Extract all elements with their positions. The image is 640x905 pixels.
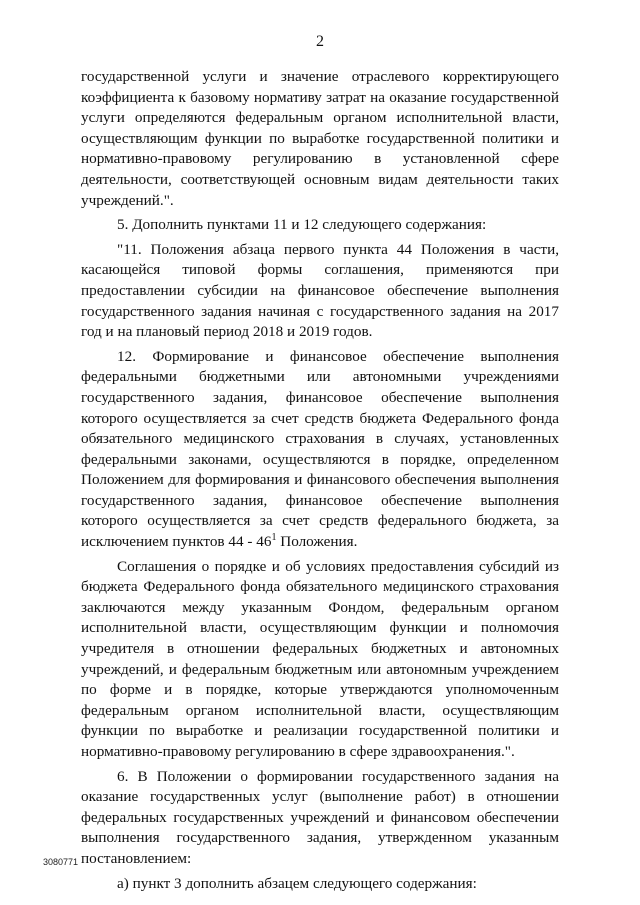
paragraph-clause-12 [81, 347, 559, 553]
paragraph-clause-11: "11. Положения абзаца первого пункта 44 Положения в части, касающейся типовой формы соглашения, применяются при предоставлении субсидии на финансовое обеспечение выполнения государственного задания начиная с государственного задания на 2017 год и на плановый период 2018 и 2019 годов. [81, 240, 559, 341]
paragraph-subitem-a: а) пункт 3 дополнить абзацем следующего содержания: [117, 874, 477, 892]
document-body [81, 67, 559, 894]
paragraph-item-6: 6. В Положении о формировании государственного задания на оказание государственных услуг (выполнение работ) в отношении федеральных государственных учреждений и финансовом обеспечении выполнения государственного задания, утвержденном указанным постановлением: [81, 767, 559, 867]
clause-12-ending: Положения. [276, 533, 358, 551]
paragraph-continuation: государственной услуги и значение отраслевого корректирующего коэффициента к базовому нормативу затрат на оказание государственной услуги определяются федеральным органом исполнительной власти, осуществляющим функции по выработке государственной политики и нормативно-правовому регулированию в установленной сфере деятельности, соответствующей основным видам деятельности таких учреждений.". [81, 68, 559, 209]
clause-12-text: 12. Формирование и финансовое обеспечение выполнения федеральными бюджетными или автономными учреждениями государственного задания, финансовое обеспечение выполнения которого осуществляется за счет средств бюджета Федерального фонда обязательного медицинского страхования в случаях, установленных федеральными законами, осуществляются в порядке, определенном Положением для формирования и финансового обеспечения выполнения государственного задания, финансовое обеспечение выполнения которого осуществляется за счет средств федерального бюджета, за исключением пунктов 44 - 46 [81, 347, 559, 551]
page-number: 2 [316, 33, 324, 50]
document-code: 3080771 [43, 857, 79, 867]
paragraph-item-5: 5. Дополнить пунктами 11 и 12 следующего содержания: [117, 216, 487, 234]
paragraph-agreements: Соглашения о порядке и об условиях предоставления субсидий из бюджета Федерального фонда обязательного медицинского страхования заключаются между указанным Фондом, федеральным органом исполнительной власти, осуществляющим функции и полномочия учредителя в отношении федеральных бюджетных и автономных учреждений, и федеральным бюджетным или автономным учреждением по форме и в порядке, которые утверждаются уполномоченным федеральным органом исполнительной власти, осуществляющим функции по выработке и реализации государственной политики и нормативно-правовому регулированию в сфере здравоохранения.". [81, 557, 559, 760]
clause-12-superscript: 1 [271, 532, 277, 543]
